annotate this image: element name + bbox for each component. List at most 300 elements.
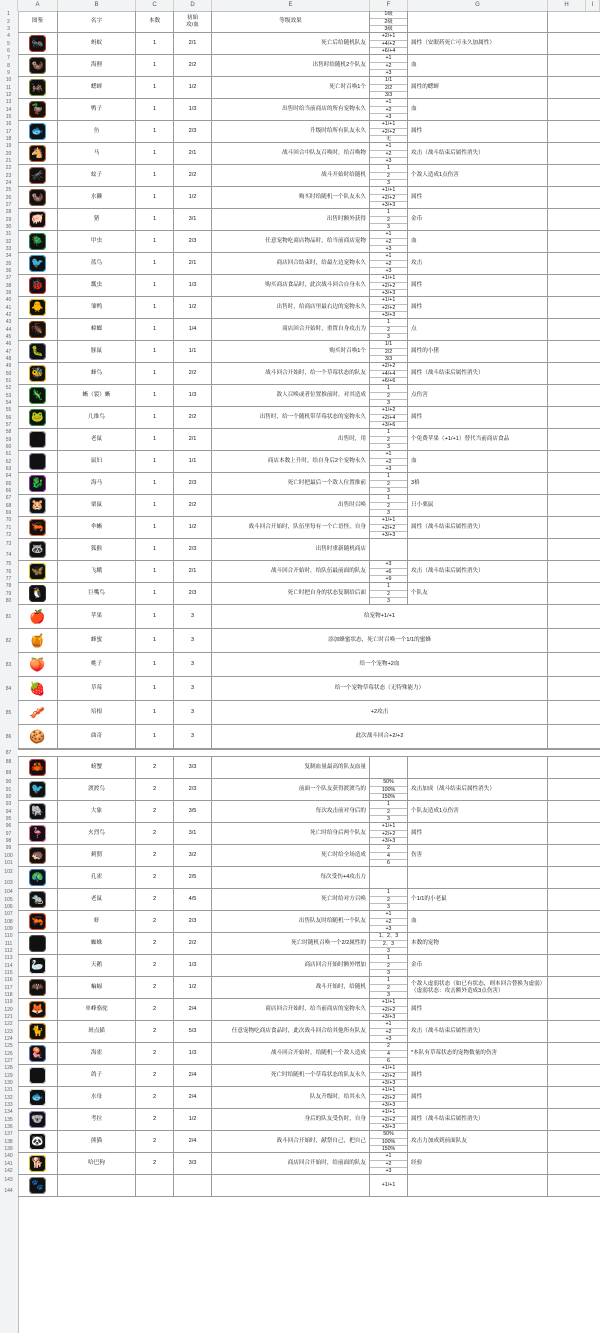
row-number[interactable]: 61 [5, 451, 12, 458]
pet-note[interactable]: 属性（战斗结束后属性消失） [408, 517, 548, 538]
pet-level-values[interactable] [370, 845, 408, 866]
pet-icon-cell[interactable] [18, 297, 58, 318]
pet-effect[interactable]: 出售时重新随机商店 [212, 539, 370, 560]
pet-icon-cell[interactable] [18, 451, 58, 472]
pet-effect[interactable]: 商店回合开始时，重置自身攻击为 [212, 319, 370, 340]
pet-tier[interactable]: 2 [136, 977, 174, 998]
row-number[interactable]: 55 [5, 407, 12, 414]
pet-tier[interactable]: 1 [136, 121, 174, 142]
row-number[interactable]: 17 [5, 128, 12, 135]
pet-level-values[interactable] [370, 517, 408, 538]
empty-cell[interactable] [548, 341, 586, 362]
pet-name[interactable]: 豚鼠 [58, 341, 136, 362]
row-number[interactable]: 29 [5, 216, 12, 223]
pet-level-values[interactable] [370, 999, 408, 1020]
pet-icon-cell[interactable] [18, 495, 58, 516]
pet-level-values[interactable] [370, 757, 408, 778]
pet-tier[interactable]: 2 [136, 779, 174, 800]
pet-stats[interactable]: 3/1 [174, 823, 212, 844]
pet-icon-cell[interactable] [18, 33, 58, 54]
pet-note[interactable] [408, 757, 548, 778]
pet-name[interactable]: 巨嘴鸟 [58, 583, 136, 604]
food-tier[interactable]: 1 [136, 629, 174, 652]
pet-note[interactable]: 血 [408, 231, 548, 252]
pet-note[interactable]: 本数的宠物 [408, 933, 548, 954]
pet-note[interactable]: 金币 [408, 209, 548, 230]
header-name-cell[interactable]: 名字 [58, 11, 136, 32]
pet-note[interactable]: 攻击（战斗结束后属性消失） [408, 143, 548, 164]
food-effect[interactable]: +2攻击 [212, 701, 548, 724]
pet-level-values[interactable] [370, 561, 408, 582]
food-icon-cell[interactable] [18, 629, 58, 652]
pet-level-values[interactable] [370, 1021, 408, 1042]
pet-stats[interactable]: 1/2 [174, 187, 212, 208]
row-number[interactable]: 110 [4, 933, 13, 940]
row-number[interactable]: 10 [5, 77, 12, 84]
pet-name[interactable]: 伞蜥 [58, 517, 136, 538]
row-number[interactable]: 14 [5, 106, 12, 113]
pet-name[interactable]: 水母 [58, 1087, 136, 1108]
pet-tier[interactable]: 2 [136, 1153, 174, 1174]
row-number[interactable]: 118 [4, 991, 13, 998]
pet-stats[interactable]: 1/1 [174, 341, 212, 362]
pet-level-values[interactable] [370, 99, 408, 120]
empty-cell[interactable] [548, 539, 586, 560]
pet-effect[interactable]: 商店回合结束时，给最左边宠物永久 [212, 253, 370, 274]
pet-name[interactable]: 瓢虫 [58, 275, 136, 296]
pet-effect[interactable]: 商店回合开始时，给当前商店的宠物永久 [212, 999, 370, 1020]
pet-icon-cell[interactable] [18, 231, 58, 252]
pet-stats[interactable]: 1/3 [174, 385, 212, 406]
pet-name[interactable]: 螃蟹 [58, 757, 136, 778]
row-number[interactable]: 131 [4, 1087, 13, 1094]
pet-tier[interactable]: 1 [136, 451, 174, 472]
pet-stats[interactable]: 2/2 [174, 363, 212, 384]
pet-name[interactable]: 老鼠 [58, 429, 136, 450]
row-number[interactable]: 104 [4, 889, 13, 896]
pet-icon-cell[interactable] [18, 583, 58, 604]
pet-tier[interactable]: 1 [136, 187, 174, 208]
pet-note[interactable]: 点 [408, 319, 548, 340]
food-effect[interactable]: 添加蜂蜜状态，死亡时召唤一个1/1的蜜蜂 [212, 629, 548, 652]
food-name[interactable]: 草莓 [58, 677, 136, 700]
food-name[interactable]: 培根 [58, 701, 136, 724]
pet-icon-cell[interactable] [18, 867, 58, 888]
food-cost[interactable]: 3 [174, 653, 212, 676]
pet-effect[interactable]: 死亡时把自身的状态复制给后面 [212, 583, 370, 604]
pet-tier[interactable]: 2 [136, 999, 174, 1020]
pet-icon-cell[interactable] [18, 1021, 58, 1042]
pet-tier[interactable]: 2 [136, 911, 174, 932]
pet-name[interactable] [58, 1175, 136, 1196]
empty-cell[interactable] [548, 757, 586, 778]
pet-level-values[interactable] [370, 539, 408, 560]
food-tier[interactable]: 1 [136, 653, 174, 676]
pet-stats[interactable]: 3/2 [174, 845, 212, 866]
pet-note[interactable]: 攻击 [408, 253, 548, 274]
pet-icon-cell[interactable] [18, 429, 58, 450]
pet-stats[interactable]: 2/3 [174, 583, 212, 604]
pet-name[interactable]: 蚂蚁 [58, 33, 136, 54]
pet-tier[interactable]: 1 [136, 99, 174, 120]
pet-effect[interactable]: 死亡时随机召唤一个2/2属性的 [212, 933, 370, 954]
row-number[interactable]: 107 [4, 911, 13, 918]
pet-icon-cell[interactable] [18, 363, 58, 384]
pet-level-values[interactable] [370, 407, 408, 428]
pet-effect[interactable]: 前面一个队友获得渡渡鸟的 [212, 779, 370, 800]
row-number[interactable]: 37 [5, 275, 12, 282]
pet-icon-cell[interactable] [18, 801, 58, 822]
pet-tier[interactable]: 2 [136, 933, 174, 954]
pet-tier[interactable]: 1 [136, 33, 174, 54]
pet-name[interactable]: 栗鼠 [58, 495, 136, 516]
row-number[interactable]: 20 [5, 150, 12, 157]
pet-note[interactable]: 属性 [408, 187, 548, 208]
row-number[interactable]: 114 [4, 962, 13, 969]
row-number[interactable]: 129 [4, 1072, 13, 1079]
row-number[interactable]: 112 [4, 947, 13, 954]
pet-name[interactable]: 马 [58, 143, 136, 164]
pet-icon-cell[interactable] [18, 933, 58, 954]
column-header[interactable]: G [408, 0, 548, 11]
pet-level-values[interactable] [370, 1043, 408, 1064]
food-cost[interactable]: 3 [174, 677, 212, 700]
empty-cell[interactable] [548, 677, 586, 700]
row-number[interactable]: 92 [5, 793, 12, 800]
pet-icon-cell[interactable] [18, 187, 58, 208]
pet-icon-cell[interactable] [18, 209, 58, 230]
header-note-cell[interactable] [408, 11, 548, 32]
pet-level-values[interactable] [370, 253, 408, 274]
empty-cell[interactable] [548, 275, 586, 296]
pet-tier[interactable]: 1 [136, 407, 174, 428]
pet-level-values[interactable] [370, 385, 408, 406]
row-number[interactable]: 30 [5, 223, 12, 230]
pet-tier[interactable]: 1 [136, 539, 174, 560]
pet-name[interactable]: 孔雀 [58, 867, 136, 888]
row-number[interactable]: 43 [5, 319, 12, 326]
row-number[interactable]: 103 [4, 880, 13, 886]
row-number[interactable]: 81 [5, 613, 12, 620]
pet-tier[interactable]: 1 [136, 385, 174, 406]
column-header[interactable]: D [174, 0, 212, 11]
row-number[interactable]: 13 [5, 99, 12, 106]
pet-icon-cell[interactable] [18, 1131, 58, 1152]
empty-cell[interactable] [548, 385, 586, 406]
pet-effect[interactable]: 身后的队友受伤时，自身 [212, 1109, 370, 1130]
pet-level-values[interactable] [370, 911, 408, 932]
pet-icon-cell[interactable] [18, 99, 58, 120]
row-number[interactable]: 50 [5, 370, 12, 377]
pet-level-values[interactable] [370, 1065, 408, 1086]
pet-icon-cell[interactable] [18, 955, 58, 976]
pet-name[interactable]: 蟋蟀 [58, 77, 136, 98]
row-number[interactable]: 109 [4, 925, 13, 932]
column-header[interactable]: F [370, 0, 408, 11]
row-number[interactable]: 5 [7, 40, 10, 47]
pet-level-values[interactable] [370, 451, 408, 472]
pet-icon-cell[interactable] [18, 823, 58, 844]
pet-level-values[interactable] [370, 165, 408, 186]
pet-level-values[interactable] [370, 1087, 408, 1108]
pet-icon-cell[interactable] [18, 889, 58, 910]
row-number[interactable]: 106 [4, 903, 13, 910]
pet-name[interactable]: 鼠妇 [58, 451, 136, 472]
header-stats-cell[interactable]: 初始 攻/血 [174, 11, 212, 32]
pet-note[interactable]: 属性 [408, 1065, 548, 1086]
pet-level-values[interactable] [370, 473, 408, 494]
pet-name[interactable]: 蚊子 [58, 165, 136, 186]
empty-cell[interactable] [548, 977, 586, 998]
pet-level-values[interactable] [370, 977, 408, 998]
row-number[interactable]: 28 [5, 209, 12, 216]
pet-stats[interactable]: 2/1 [174, 561, 212, 582]
pet-effect[interactable]: 战斗回合开始时，队伍里每有一个亡语怪，自身 [212, 517, 370, 538]
pet-effect[interactable]: 战斗回合中队友召唤时，给召唤物 [212, 143, 370, 164]
pet-effect[interactable]: 出售时给当前商店的所有宠物永久 [212, 99, 370, 120]
food-icon-cell[interactable] [18, 725, 58, 748]
pet-icon-cell[interactable] [18, 407, 58, 428]
pet-note[interactable]: 只小栗鼠 [408, 495, 548, 516]
pet-icon-cell[interactable] [18, 253, 58, 274]
empty-cell[interactable] [548, 209, 586, 230]
pet-effect[interactable]: 死亡时召唤1个 [212, 77, 370, 98]
row-number[interactable]: 54 [5, 399, 12, 406]
pet-tier[interactable]: 1 [136, 297, 174, 318]
empty-cell[interactable] [548, 1065, 586, 1086]
row-number[interactable]: 47 [5, 348, 12, 355]
pet-tier[interactable]: 2 [136, 1087, 174, 1108]
empty-cell[interactable] [548, 1021, 586, 1042]
empty-cell[interactable] [548, 889, 586, 910]
row-number[interactable]: 56 [5, 414, 12, 421]
row-number[interactable]: 19 [5, 143, 12, 150]
pet-stats[interactable]: 2/1 [174, 429, 212, 450]
row-number[interactable]: 119 [4, 999, 13, 1006]
column-header[interactable]: B [58, 0, 136, 11]
row-number[interactable]: 111 [4, 940, 13, 947]
pet-stats[interactable]: 1/1 [174, 451, 212, 472]
column-header[interactable]: E [212, 0, 370, 11]
pet-tier[interactable]: 1 [136, 209, 174, 230]
empty-cell[interactable] [548, 629, 586, 652]
pet-icon-cell[interactable] [18, 757, 58, 778]
pet-note[interactable]: 点伤害 [408, 385, 548, 406]
pet-level-values[interactable] [370, 429, 408, 450]
pet-note[interactable]: 属性（战斗结束后属性消失） [408, 363, 548, 384]
pet-stats[interactable]: 2/2 [174, 933, 212, 954]
row-number[interactable]: 141 [4, 1160, 13, 1167]
pet-name[interactable]: 雏鸭 [58, 297, 136, 318]
food-cost[interactable]: 3 [174, 605, 212, 628]
row-number[interactable]: 138 [4, 1138, 13, 1145]
row-number[interactable]: 90 [5, 779, 12, 786]
pet-stats[interactable]: 2/3 [174, 539, 212, 560]
pet-name[interactable]: 蓝鸟 [58, 253, 136, 274]
pet-effect[interactable]: 升级时给所有队友永久 [212, 121, 370, 142]
pet-stats[interactable]: 2/4 [174, 999, 212, 1020]
pet-stats[interactable]: 2/4 [174, 1131, 212, 1152]
pet-level-values[interactable] [370, 779, 408, 800]
pet-stats[interactable]: 2/3 [174, 473, 212, 494]
pet-tier[interactable]: 1 [136, 55, 174, 76]
row-number[interactable]: 95 [5, 815, 12, 822]
row-number[interactable]: 97 [5, 830, 12, 837]
pet-stats[interactable]: 3/1 [174, 209, 212, 230]
empty-cell[interactable] [548, 165, 586, 186]
row-number[interactable]: 33 [5, 245, 12, 252]
empty-cell[interactable] [548, 701, 586, 724]
column-header[interactable]: A [18, 0, 58, 11]
row-number[interactable]: 125 [4, 1043, 13, 1050]
pet-name[interactable]: 海马 [58, 473, 136, 494]
row-number[interactable]: 72 [5, 531, 12, 538]
food-effect[interactable]: 给宠物+1/+1 [212, 605, 548, 628]
pet-note[interactable]: *本队有草莓状态的宠物数量的伤害 [408, 1043, 548, 1064]
pet-stats[interactable]: 2/3 [174, 121, 212, 142]
empty-cell[interactable] [548, 1153, 586, 1174]
empty-cell[interactable] [548, 999, 586, 1020]
row-number[interactable]: 101 [4, 859, 13, 866]
pet-effect[interactable]: 商店本数上升时，给自身后2个宠物永久 [212, 451, 370, 472]
pet-stats[interactable]: 2/3 [174, 911, 212, 932]
row-number[interactable]: 122 [4, 1021, 13, 1028]
pet-level-values[interactable] [370, 143, 408, 164]
pet-note[interactable]: 属性 [408, 823, 548, 844]
pet-stats[interactable]: 2/4 [174, 1065, 212, 1086]
empty-cell[interactable] [548, 561, 586, 582]
pet-icon-cell[interactable] [18, 1065, 58, 1086]
pet-tier[interactable]: 1 [136, 429, 174, 450]
pet-name[interactable]: 飞蛾 [58, 561, 136, 582]
empty-cell[interactable] [548, 253, 586, 274]
pet-effect[interactable]: 死亡时把最后一个敌人位置推前 [212, 473, 370, 494]
row-number[interactable]: 40 [5, 297, 12, 304]
pet-icon-cell[interactable] [18, 275, 58, 296]
row-number[interactable]: 102 [4, 869, 13, 875]
pet-note[interactable]: 个队友造成1点伤害 [408, 801, 548, 822]
row-number[interactable]: 45 [5, 333, 12, 340]
row-number[interactable]: 140 [4, 1153, 13, 1160]
pet-effect[interactable]: 商店回合开始时额外增加 [212, 955, 370, 976]
row-number[interactable]: 58 [5, 429, 12, 436]
row-number[interactable]: 12 [5, 91, 12, 98]
row-number[interactable]: 3 [7, 25, 10, 32]
food-tier[interactable]: 1 [136, 725, 174, 748]
column-header[interactable]: I [586, 0, 600, 11]
pet-stats[interactable]: 3/3 [174, 1153, 212, 1174]
pet-icon-cell[interactable] [18, 779, 58, 800]
row-number[interactable]: 71 [5, 524, 12, 531]
pet-tier[interactable]: 2 [136, 1021, 174, 1042]
row-number[interactable]: 62 [5, 458, 12, 465]
pet-effect[interactable] [212, 1175, 370, 1196]
pet-level-values[interactable] [370, 823, 408, 844]
pet-level-values[interactable] [370, 1131, 408, 1152]
select-all-corner[interactable] [0, 0, 18, 11]
pet-effect[interactable]: 战斗开始时，给随机 [212, 977, 370, 998]
row-number[interactable]: 76 [5, 568, 12, 575]
pet-icon-cell[interactable] [18, 55, 58, 76]
pet-name[interactable]: 刺猬 [58, 845, 136, 866]
pet-tier[interactable]: 1 [136, 341, 174, 362]
row-number[interactable]: 82 [5, 637, 12, 644]
food-name[interactable]: 曲奇 [58, 725, 136, 748]
pet-note[interactable]: 属性（战斗结束后属性消失） [408, 1109, 548, 1130]
row-number[interactable]: 127 [4, 1057, 13, 1064]
empty-cell[interactable] [548, 933, 586, 954]
pet-icon-cell[interactable] [18, 845, 58, 866]
pet-note[interactable] [408, 539, 548, 560]
pet-level-values[interactable] [370, 955, 408, 976]
pet-level-values[interactable] [370, 55, 408, 76]
pet-tier[interactable]: 2 [136, 845, 174, 866]
pet-level-values[interactable] [370, 1153, 408, 1174]
empty-cell[interactable] [548, 319, 586, 340]
pet-level-values[interactable] [370, 33, 408, 54]
pet-note[interactable]: 个敌人造成1点伤害 [408, 165, 548, 186]
pet-effect[interactable]: 战斗回合开始时，给一个草莓状态的队友 [212, 363, 370, 384]
pet-level-values[interactable] [370, 495, 408, 516]
pet-note[interactable]: 经验 [408, 1153, 548, 1174]
row-number[interactable]: 74 [5, 552, 12, 558]
pet-tier[interactable] [136, 1175, 174, 1196]
pet-effect[interactable]: 出售时，给商店里最右边的宠物永久 [212, 297, 370, 318]
pet-note[interactable]: 攻击（战斗结束后属性消失） [408, 561, 548, 582]
pet-level-values[interactable] [370, 801, 408, 822]
row-number[interactable]: 132 [4, 1094, 13, 1101]
row-number[interactable]: 67 [5, 495, 12, 502]
header-icon-cell[interactable]: 图鉴 [18, 11, 58, 32]
pet-effect[interactable]: 出售时，用 [212, 429, 370, 450]
empty-cell[interactable] [548, 297, 586, 318]
pet-level-values[interactable] [370, 209, 408, 230]
header-effect-cell[interactable]: 等级效果 [212, 11, 370, 32]
empty-cell[interactable] [548, 801, 586, 822]
pet-note[interactable]: 血 [408, 911, 548, 932]
pet-effect[interactable]: 死亡时给全场造成 [212, 845, 370, 866]
column-header[interactable]: C [136, 0, 174, 11]
pet-tier[interactable]: 2 [136, 1109, 174, 1130]
pet-effect[interactable]: 每次攻击前对身后的 [212, 801, 370, 822]
row-number[interactable]: 89 [5, 770, 12, 776]
row-number[interactable]: 35 [5, 260, 12, 267]
row-number[interactable]: 94 [5, 808, 12, 815]
pet-name[interactable]: 天鹅 [58, 955, 136, 976]
pet-stats[interactable]: 2/3 [174, 779, 212, 800]
row-number[interactable]: 22 [5, 165, 12, 172]
empty-cell[interactable] [548, 55, 586, 76]
pet-stats[interactable]: 2/3 [174, 231, 212, 252]
row-number[interactable]: 115 [4, 969, 13, 976]
pet-stats[interactable]: 1/2 [174, 77, 212, 98]
pet-stats[interactable]: 1/3 [174, 955, 212, 976]
empty-cell[interactable] [548, 77, 586, 98]
row-number[interactable]: 57 [5, 421, 12, 428]
pet-effect[interactable]: 复制血量最高的队友血量 [212, 757, 370, 778]
empty-cell[interactable] [548, 653, 586, 676]
pet-icon-cell[interactable] [18, 473, 58, 494]
empty-cell[interactable] [548, 33, 586, 54]
pet-note[interactable]: 金币 [408, 955, 548, 976]
pet-name[interactable]: 海雀 [58, 1043, 136, 1064]
empty-cell[interactable] [548, 1131, 586, 1152]
pet-level-values[interactable] [370, 1109, 408, 1130]
pet-effect[interactable]: 购买商店食品时，此次战斗回合自身永久 [212, 275, 370, 296]
row-number[interactable]: 25 [5, 187, 12, 194]
row-number[interactable]: 2 [7, 18, 10, 25]
row-number[interactable]: 59 [5, 436, 12, 443]
